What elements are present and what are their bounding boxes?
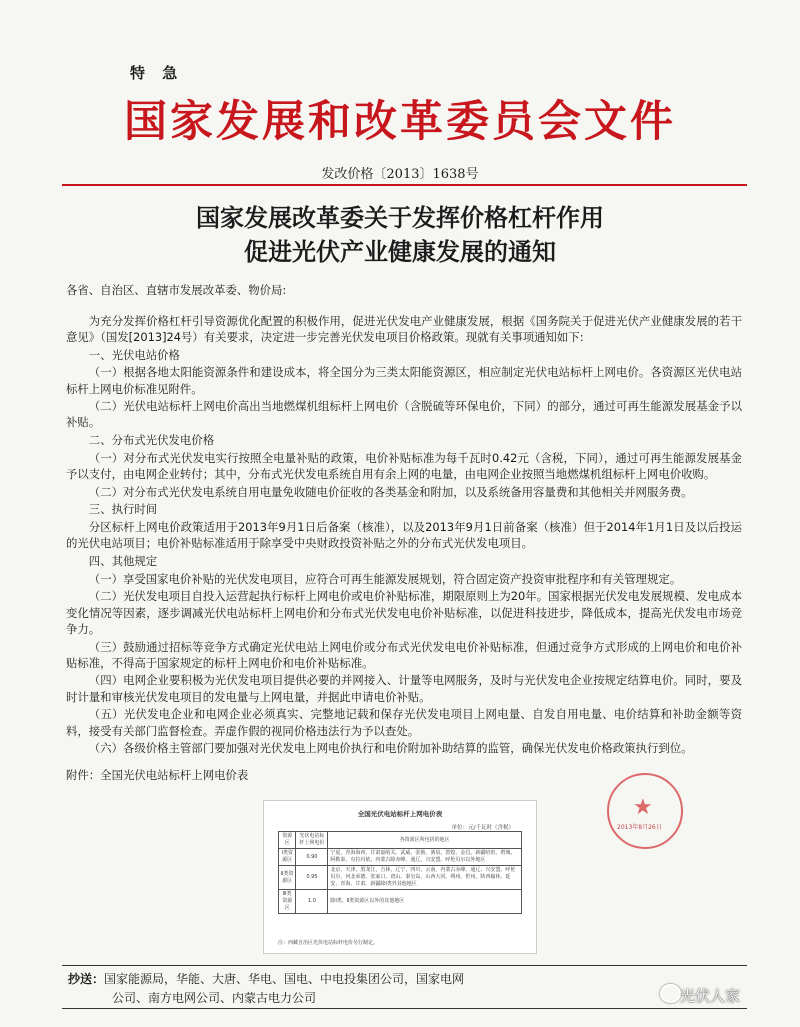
table-row [279,890,522,914]
paragraph: （四）电网企业要积极为光伏发电项目提供必要的并网接入、计量等电网服务，及时与光伏发电企业按规定结算电价。同时，要及时计量和审核光伏发电项目的发电量与上网电量，并据此申请电价补贴。 [66,673,742,704]
cc-block [68,970,488,1008]
table-header: 各资源区所包括的地区 [328,832,522,849]
areas-cell: 北京，天津，黑龙江，吉林，辽宁，四川，云南，内蒙古赤峰、通辽、兴安盟、呼伦贝尔，河北承德、张家口、唐山、秦皇岛，山西大同、朔州、忻州，陕西榆林、延安，青海、甘肃、新疆除Ⅰ类外其他地区 [328,866,522,890]
areas-cell: 宁夏，青海海西，甘肃嘉峪关、武威、张掖、酒泉、敦煌、金昌，新疆哈密、塔城、阿勒泰、克拉玛依，内蒙古除赤峰、通辽、兴安盟、呼伦贝尔以外地区 [328,849,522,866]
section-heading: 三、执行时间 [88,502,158,517]
paragraph: （二）光伏发电项目自投入运营起执行标杆上网电价或电价补贴标准，期限原则上为20年。国家根据光伏发电发展规模、发电成本变化情况等因素，逐步调减光伏电站标杆上网电价和分布式光伏发电电价补贴标准，以促进科技进步，降低成本，提高光伏发电市场竞争力。 [66,589,742,636]
section-heading: 四、其他规定 [88,554,158,569]
footer-divider-bottom [62,1008,747,1009]
wechat-icon [660,984,681,1003]
doc-number: 发改价格〔2013〕1638号 [321,167,479,182]
table-header: 光伏电站标杆上网电价 [296,832,328,849]
areas-cell: 除Ⅰ类、Ⅱ类资源区以外的其他地区 [328,890,522,914]
footer-divider-top [62,965,747,966]
table-header: 资源区 [279,832,296,849]
table-row [279,866,522,890]
cc-line-2: 公司、南方电网公司、内蒙古电力公司 [112,991,317,1005]
price-cell: 1.0 [296,890,328,914]
zone-cell: Ⅲ类资源区 [279,890,296,914]
masthead: 国家发展和改革委员会文件 [124,97,676,147]
intro-paragraph: 为充分发挥价格杠杆引导资源优化配置的积极作用，促进光伏发电产业健康发展，根据《国务院关于促进光伏产业健康发展的若干意见》（国发[2013]24号）有关要求，决定进一步完善光伏发电项目价格政策。现就有关事项通知如下: [66,313,742,344]
paragraph: （二）对分布式光伏发电系统自用电量免收随电价征收的各类基金和附加，以及系统备用容量费和其他相关并网服务费。 [88,484,693,499]
price-table-unit: 单位：元/千瓦时（含税） [451,825,514,831]
price-cell: 0.95 [296,866,328,890]
star-icon: ★ [633,795,653,820]
paragraph: （一）享受国家电价补贴的光伏发电项目，应符合可再生能源发展规划，符合固定资产投资审批程序和有关管理规定。 [88,571,682,586]
cc-label: 抄送： [68,972,105,986]
price-table [278,831,522,914]
paragraph: （一）对分布式光伏发电实行按照全电量补贴的政策，电价补贴标准为每千瓦时0.42元（含税，下同），通过可再生能源发展基金予以支付，由电网企业转付；其中，分布式光伏发电系统自用有余上网的电量，由电网企业按照当地燃煤机组标杆上网电价收购。 [66,450,742,482]
price-table-figure [263,800,537,954]
urgency-label: 特 急 [130,64,184,82]
official-seal [607,773,683,849]
paragraph: （六）各级价格主管部门要加强对光伏发电上网电价执行和电价附加补助结算的监管，确保光伏发电价格政策执行到位。 [88,741,693,756]
paragraph: （一）根据各地太阳能资源条件和建设成本，将全国分为三类太阳能资源区，相应制定光伏电站标杆上网电价。各资源区光伏电站标杆上网电价标准见附件。 [66,365,742,396]
section-heading: 一、光伏电站价格 [88,347,180,362]
table-row [279,849,522,866]
price-cell: 0.90 [296,849,328,866]
zone-cell: Ⅱ类资源区 [279,866,296,890]
title-line-1: 国家发展改革委关于发挥价格杠杆作用 [196,203,604,232]
title-line-2: 促进光伏产业健康发展的通知 [244,237,556,266]
seal-date: 2013年8月26日 [617,824,662,831]
price-table-note: 注：西藏自治区光伏电站标杆电价另行制定。 [278,940,379,946]
attachment-line: 附件：全国光伏电站标杆上网电价表 [66,768,249,783]
paragraph: （三）鼓励通过招标等竞争方式确定光伏电站上网电价或分布式光伏发电电价补贴标准，但通过竞争方式形成的上网电价和电价补贴标准，不得高于国家规定的标杆上网电价和电价补贴标准。 [66,639,742,670]
paragraph: 分区标杆上网电价政策适用于2013年9月1日后备案（核准），以及2013年9月1日前备案（核准）但于2014年1月1日及以后投运的光伏电站项目；电价补贴标准适用于除享受中央财政投资补贴之外的分布式光伏发电项目。 [66,520,742,551]
watermark: 光伏人家 [680,987,741,1005]
zone-cell: Ⅰ类资源区 [279,849,296,866]
red-divider [62,184,747,186]
paragraph: （二）光伏电站标杆上网电价高出当地燃煤机组标杆上网电价（含脱硫等环保电价，下同）的部分，通过可再生能源发展基金予以补贴。 [66,399,742,430]
paragraph: （五）光伏发电企业和电网企业必须真实、完整地记载和保存光伏发电项目上网电量、自发自用电量、电价结算和补助金额等资料，接受有关部门监督检查。弄虚作假的视同价格违法行为予以查处。 [66,707,742,738]
section-heading: 二、分布式光伏发电价格 [88,433,215,448]
addressee: 各省、自治区、直辖市发展改革委、物价局: [66,283,287,297]
document-body [66,282,742,785]
cc-line-1: 国家能源局，华能、大唐、华电、国电、中电投集团公司，国家电网 [104,972,465,986]
price-table-title: 全国光伏电站标杆上网电价表 [357,810,443,818]
